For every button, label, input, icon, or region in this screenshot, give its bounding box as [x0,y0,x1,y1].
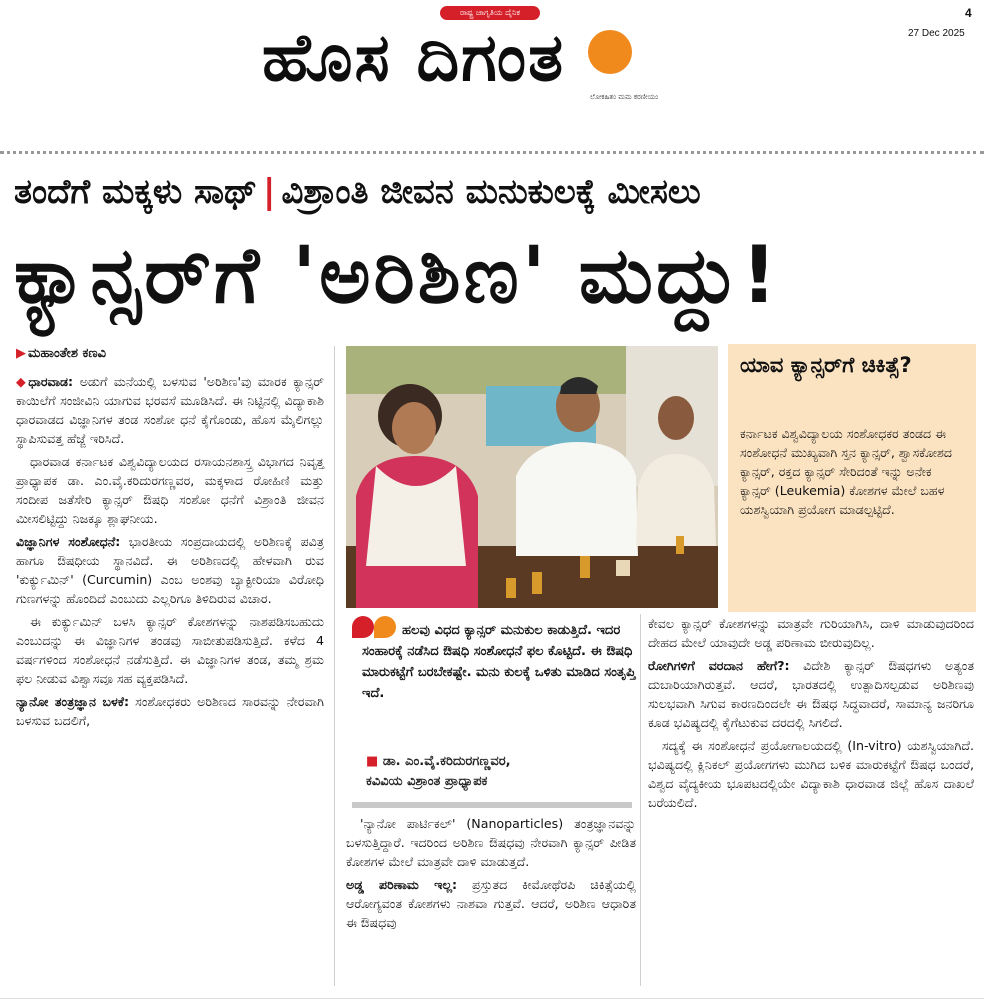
kicker-separator: | [263,172,276,212]
byline-marker-icon: ▶ [16,346,26,361]
paragraph: ಕೇವಲ ಕ್ಯಾನ್ಸರ್ ಕೋಶಗಳನ್ನು ಮಾತ್ರವೇ ಗುರಿಯಾಗಿಸಿ, ದಾಳಿ ಮಾಡುವುದರಿಂದ ದೇಹದ ಮೇಲೆ ಯಾವುದೇ ಅಡ್ಡ ಪರಿಣಾಮ ಬೀರುವುದಿಲ್ಲ. [648,616,974,650]
paragraph [346,875,636,932]
masthead-tagline: ರಾಷ್ಟ್ರ ಜಾಗೃತಿಯ ದೈನಿಕ [440,6,540,20]
kicker-left: ತಂದೆಗೆ ಮಕ್ಕಳು ಸಾಥ್ [14,172,258,212]
byline-name: ಮಹಾಂತೇಶ ಕಣವಿ [28,346,106,361]
page-bottom-rule [0,998,984,999]
page-number: 4 [965,6,972,20]
headline-kicker [14,170,974,214]
sidebar-body: ಕರ್ನಾಟಕ ವಿಶ್ವವಿದ್ಯಾಲಯ ಸಂಶೋಧಕರ ತಂಡದ ಈ ಸಂಶೋಧನೆ ಮುಖ್ಯವಾಗಿ ಸ್ತನ ಕ್ಯಾನ್ಸರ್, ಶ್ವಾಸಕೋಶದ ಕ್ಯಾನ್ಸರ್, ರಕ್ತದ ಕ್ಯಾನ್ಸರ್ ಸೇರಿದಂತೆ ಇನ್ನು ಅನೇಕ ಕ್ಯಾನ್ಸರ್ (Leukemia) ಕೋಶಗಳ ಮೇಲೆ ಬಹಳ ಯಶಸ್ವಿಯಾಗಿ ಪ್ರಯೋಗ ಮಾಡಲ್ಪಟ್ಟಿದೆ. [740,426,953,517]
paragraph-text: ಅಡುಗೆ ಮನೆಯಲ್ಲಿ ಬಳಸುವ 'ಅರಿಶಿಣ'ವು ಮಾರಕ ಕ್ಯಾನ್ಸರ್ ಕಾಯಿಲೆಗೆ ಸಂಜೀವಿನಿ ಯಾಗುವ ಭರವಸೆ ಮೂಡಿಸಿದೆ. ಈ ನಿಟ್ಟಿನಲ್ಲಿ ವಿದ್ಯಾಕಾಶಿ ಧಾರವಾಡದ ವಿಜ್ಞಾನಿಗಳ ತಂಡ ಸಂಶೋ ಧನೆ ಕೈಗೊಂಡು, ಹೊಸ ಮೈಲಿಗಲ್ಲು ಸ್ಥಾಪಿಸುವತ್ತ ಹೆಜ್ಜೆ ಇರಿಸಿದೆ. [16,374,324,446]
masthead-sun-logo-icon [588,30,632,74]
article-column-3 [648,614,974,816]
paragraph-text: ಭಾರತೀಯ ಸಂಪ್ರದಾಯದಲ್ಲಿ ಅರಿಶಿಣಕ್ಕೆ ಪವಿತ್ರ ಹಾಗೂ ಔಷಧೀಯ ಸ್ಥಾನವಿದೆ. ಈ ಅರಿಶಿಣದಲ್ಲಿ ಹೇಳವಾಗಿ ರುವ 'ಕುರ್ಕ್ಯುಮಿನ್' (Curcumin) ಎಂಬ ಅಂಶವು ಬ್ಯಾಕ್ಟೀರಿಯಾ ವಿರೋಧಿ ಗುಣಗಳನ್ನು ಹೊಂದಿದೆ ಎಂಬುದು ಎಲ್ಲರಿಗೂ ತಿಳಿದಿರುವ ವಿಚಾರ. [16,534,324,606]
issue-date: 27 Dec 2025 [908,28,965,39]
paragraph-text: ಪ್ರಸ್ತುತದ ಕೀಮೋಥೆರಪಿ ಚಿಕಿತ್ಸೆಯಲ್ಲಿ ಆರೋಗ್ಯವಂತ ಕೋಶಗಳು ನಾಶವಾ ಗುತ್ತವೆ. ಆದರೆ, ಅರಿಶಿಣ ಆಧಾರಿತ ಈ ಔಷಧವು [346,877,636,930]
subhead: ಅಡ್ಡ ಪರಿಣಾಮ ಇಲ್ಲ: [346,877,458,892]
paragraph: 'ನ್ಯಾನೋ ಪಾರ್ಟಿಕಲ್' (Nanoparticles) ತಂತ್ರಜ್ಞಾನವನ್ನು ಬಳಸುತ್ತಿದ್ದಾರೆ. ಇದರಿಂದ ಅರಿಶಿಣ ಔಷಧವು ನೇರವಾಗಿ ಕ್ಯಾನ್ಸರ್ ಪೀಡಿತ ಕೋಶಗಳ ಮೇಲೆ ಮಾತ್ರವೇ ದಾಳಿ ಮಾಡುತ್ತದೆ. [346,816,636,869]
paragraph: ಧಾರವಾಡ ಕರ್ನಾಟಕ ವಿಶ್ವವಿದ್ಯಾಲಯದ ರಸಾಯನಶಾಸ್ತ್ರ ವಿಭಾಗದ ನಿವೃತ್ತ ಪ್ರಾಧ್ಯಾಪಕ ಡಾ. ಎಂ.ವೈ.ಕರಿದುರಗಣ್ಣವರ, ಮಕ್ಕಳಾದ ರೋಹಿಣಿ ಮತ್ತು ಸಂದೀಪ ಜತೆಸೇರಿ ಕ್ಯಾನ್ಸರ್ ಔಷಧಿ ಸಂಶೋ ಧನೆಗೆ ವಿಶ್ರಾಂತಿ ಜೀವನ ಮೀಸಲಿಟ್ಟಿದ್ದು ನಿಜಕ್ಕೂ ಶ್ಲಾಘನೀಯ. [16,454,324,526]
pull-quote-text: ಹಲವು ವಿಧದ ಕ್ಯಾನ್ಸರ್ ಮನುಕುಲ ಕಾಡುತ್ತಿದೆ. ಇದರ ಸಂಹಾರಕ್ಕೆ ನಡೆಸಿದ ಔಷಧಿ ಸಂಶೋಧನೆ ಫಲ ಕೊಟ್ಟಿದೆ. ಈ ಔಷಧಿ ಮಾರುಕಟ್ಟೆಗೆ ಬರಬೇಕಷ್ಟೇ. ಮನು ಕುಲಕ್ಕೆ ಒಳಿತು ಮಾಡಿದ ಸಂತೃಪ್ತಿ ಇದೆ. [362,623,636,701]
researchers-photo [346,346,718,608]
main-headline: ಕ್ಯಾನ್ಸರ್‌ಗೆ 'ಅರಿಶಿಣ' ಮದ್ದು! [14,231,780,321]
attribution-name-line [366,752,636,772]
article-column-2 [346,814,636,936]
kicker-right: ವಿಶ್ರಾಂತಿ ಜೀವನ ಮನುಕುಲಕ್ಕೆ ಮೀಸಲು [281,172,701,212]
article-column-1 [16,372,324,734]
paragraph-text: ಸಂಶೋಧಕರು ಅರಿಶಿಣದ ಸಾರವನ್ನು ನೇರವಾಗಿ ಬಳಸುವ ಬದಲಿಗೆ, [16,694,325,728]
attribution-name: ಡಾ. ಎಂ.ವೈ.ಕರಿದುರಗಣ್ಣವರ, [382,754,511,769]
subhead: ರೋಗಿಗಳಿಗೆ ವರದಾನ ಹೇಗೆ?: [648,658,790,673]
masthead-subtitle: ಲೋಕಹಿತಂ ಮಮ ಕರಣೀಯಂ [590,93,659,101]
paragraph: ಸದ್ಯಕ್ಕೆ ಈ ಸಂಶೋಧನೆ ಪ್ರಯೋಗಾಲಯದಲ್ಲಿ (In-vitro) ಯಶಸ್ವಿಯಾಗಿದೆ. ಭವಿಷ್ಯದಲ್ಲಿ ಕ್ಲಿನಿಕಲ್ ಪ್ರಯೋಗಗಳು ಮುಗಿದ ಬಳಿಕ ಮಾರುಕಟ್ಟೆಗೆ ಔಷಧ ಬಂದರೆ, ವಿಶ್ವದ ವೈದ್ಯಕೀಯ ಭೂಪಟದಲ್ಲಿಯೇ ವಿದ್ಯಾಕಾಶಿ ಧಾರವಾಡ ಜಿಲ್ಲೆ ಹೊಸ ದಾಖಲೆ ಬರೆಯಲಿದೆ. [648,738,974,810]
byline [16,346,106,361]
dateline-marker-icon: ◆ [16,374,29,389]
paragraph-text: ವಿದೇಶಿ ಕ್ಯಾನ್ಸರ್ ಔಷಧಗಳು ಅತ್ಯಂತ ದುಬಾರಿಯಾಗಿರುತ್ತವೆ. ಆದರೆ, ಭಾರತದಲ್ಲಿ ಉತ್ಪಾದಿಸಲ್ಪಡುವ ಅರಿಶಿಣವು ಸುಲಭವಾಗಿ ಸಿಗುವ ಕಾರಣದಿಂದಲೇ ಈ ಔಷಧ ಸಿದ್ಧವಾದರೆ, ಸಾಮಾನ್ಯ ಜನರಿಗೂ ಕೂಡ ಭವಿಷ್ಯದಲ್ಲಿ ಕೈಗೆಟುಕುವ ದರದಲ್ಲಿ ಸಿಗಲಿದೆ. [648,658,975,730]
subhead: ವಿಜ್ಞಾನಿಗಳ ಸಂಶೋಧನೆ: [16,534,121,549]
sidebar-title: ಯಾವ ಕ್ಯಾನ್ಸರ್‌ಗೆ ಚಿಕಿತ್ಸೆ? [740,353,912,377]
masthead-title: ಹೊಸ ದಿಗಂತ [262,19,566,96]
masthead-divider [0,151,984,154]
paragraph: ಈ ಕುರ್ಕ್ಯುಮಿನ್ ಬಳಸಿ ಕ್ಯಾನ್ಸರ್ ಕೋಶಗಳನ್ನು ನಾಶಪಡಿಸಬಹುದು ಎಂಬುದನ್ನು ಈ ವಿಜ್ಞಾನಿಗಳ ತಂಡವು ಸಾಬೀತುಪಡಿಸುತ್ತಿದೆ. ಕಳೆದ 4 ವರ್ಷಗಳಿಂದ ಸಂಶೋಧನೆ ನಡೆಸುತ್ತಿದೆ. ಈ ವಿಜ್ಞಾನಿಗಳ ತಂಡ, ತಮ್ಮ ಶ್ರಮ ಫಲ ನೀಡುವ ವಿಶ್ವಾಸವೂ ಸಹ ವ್ಯಕ್ತಪಡಿಸಿದೆ. [16,614,324,686]
pull-quote-rule [352,802,632,808]
pull-quote-attribution [366,752,636,792]
attribution-role: ಕವಿವಿಯ ವಿಶ್ರಾಂತ ಪ್ರಾಧ್ಯಾಪಕ [366,774,488,789]
paragraph [16,692,324,730]
column-divider [334,346,335,986]
news-photo [346,346,718,608]
attribution-marker-icon: ■ [366,754,383,769]
paragraph [16,532,324,608]
subhead: ನ್ಯಾನೋ ತಂತ್ರಜ್ಞಾನ ಬಳಕೆ: [16,694,130,709]
paragraph [648,656,974,732]
paragraph [16,372,324,448]
dateline: ಧಾರವಾಡ: [28,374,74,389]
